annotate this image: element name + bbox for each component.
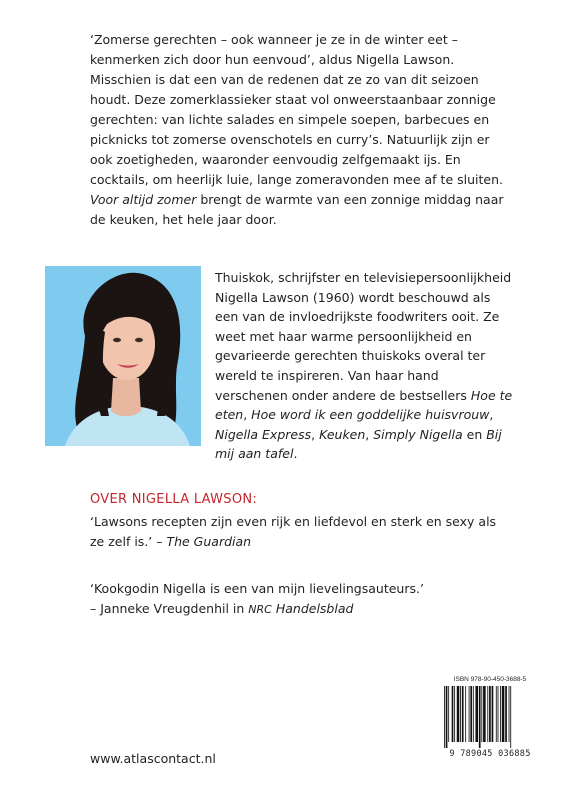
barcode-bar (444, 686, 445, 748)
separator: . (293, 446, 298, 462)
barcode-bar (505, 686, 507, 742)
barcode-bar (465, 686, 466, 742)
barcode-bar (500, 686, 501, 742)
quote-body: ‘Lawsons recepten zijn even rijk en liefdevol en sterk en sexy als ze zelf is.’ – (90, 514, 497, 549)
barcode-bar (469, 686, 470, 742)
barcode-bar (489, 686, 491, 742)
quote-source: Handelsblad (271, 600, 354, 616)
barcode-bar (448, 686, 449, 742)
barcode-bar (460, 686, 461, 742)
barcode-bar (487, 686, 488, 742)
quote-body: ‘Kookgodin Nigella is een van mijn lievelingsauteurs.’ (90, 581, 424, 596)
barcode-bar (483, 686, 486, 742)
book-title: Bij mij aan tafel (215, 426, 502, 462)
book-title: Nigella Express (215, 426, 312, 442)
book-title: Simply Nigella (373, 426, 463, 442)
separator: en (462, 426, 487, 442)
barcode (440, 676, 540, 770)
barcode-bar (492, 686, 494, 742)
isbn-label: ISBN 978-90-450-3688-5 (453, 676, 527, 683)
separator: , (243, 407, 252, 423)
bio-text: Thuiskok, schrijfster en televisiepersoonlijkheid Nigella Lawson (1960) wordt beschouwd als een van de invloedrijkste foodwriters ooit. Ze weet met haar warme persoonlijkheid en gevarieerde gerechten thuiskoks overal ter wereld te inspireren. Van haar hand verschenen onder andere de bestsellers (215, 270, 512, 403)
blurb-text-end: brengt de warmte van een zonnige middag naar de keuken, het hele jaar door. (90, 192, 504, 227)
barcode-bar (481, 686, 482, 742)
blurb (90, 30, 510, 230)
barcode-bar (452, 686, 454, 742)
blurb-text: ‘Zomerse gerechten – ook wanneer je ze in de winter eet – kenmerken zich door hun eenvoud’, aldus Nigella Lawson. Misschien is dat een van de redenen dat ze zo van dit seizoen houdt. Deze zomerklassieker staat vol onweerstaanbaar zonnige gerechten: van lichte salades en simpele soepen, barbecues en picknicks tot zomerse ovenschotels en curry’s. Natuurlijk zijn er ook zoetigheden, waaronder eenvoudig zelfgemaakt ijs. En cocktails, om heerlijk luie, lange zomeravonden mee af te sluiten. (90, 32, 503, 187)
barcode-digits: 9 789045 036885 (449, 749, 531, 759)
barcode-bar (457, 686, 460, 742)
separator: , (311, 426, 320, 442)
book-title: Keuken (319, 426, 366, 442)
author-portrait-illustration (45, 266, 201, 446)
barcode-bar (479, 686, 481, 748)
bio-paragraph (215, 268, 515, 464)
review-quote (90, 512, 510, 551)
barcode-bar (496, 686, 497, 742)
barcode-bar (462, 686, 464, 742)
barcode-bar (446, 686, 448, 748)
review-quote-text (90, 512, 510, 551)
barcode-bar (470, 686, 472, 742)
barcode-bar (510, 686, 511, 748)
separator: , (365, 426, 374, 442)
review-quote (90, 579, 510, 619)
barcode-bar (498, 686, 499, 742)
barcode-bars (440, 686, 540, 748)
publisher-website: www.atlascontact.nl (90, 751, 216, 766)
quote-attribution (90, 599, 510, 620)
quote-author: – Janneke Vreugdenhil in (90, 600, 249, 616)
barcode-bar (509, 686, 510, 742)
quote-source: The Guardian (166, 533, 252, 549)
author-bio (215, 268, 515, 464)
blurb-paragraph (90, 30, 510, 230)
quote-source-prefix: NRC (248, 602, 272, 616)
book-title: Hoe te eten (215, 387, 513, 423)
author-photo (45, 266, 201, 446)
reviews-heading: OVER NIGELLA LAWSON: (90, 492, 258, 507)
barcode-bar (475, 686, 478, 742)
barcode-bar (454, 686, 455, 742)
book-title: Voor altijd zomer (90, 192, 197, 207)
barcode-bar (473, 686, 474, 742)
book-title: Hoe word ik een goddelijke huisvrouw (251, 407, 490, 423)
barcode-bar (502, 686, 505, 742)
separator: , (489, 407, 494, 423)
